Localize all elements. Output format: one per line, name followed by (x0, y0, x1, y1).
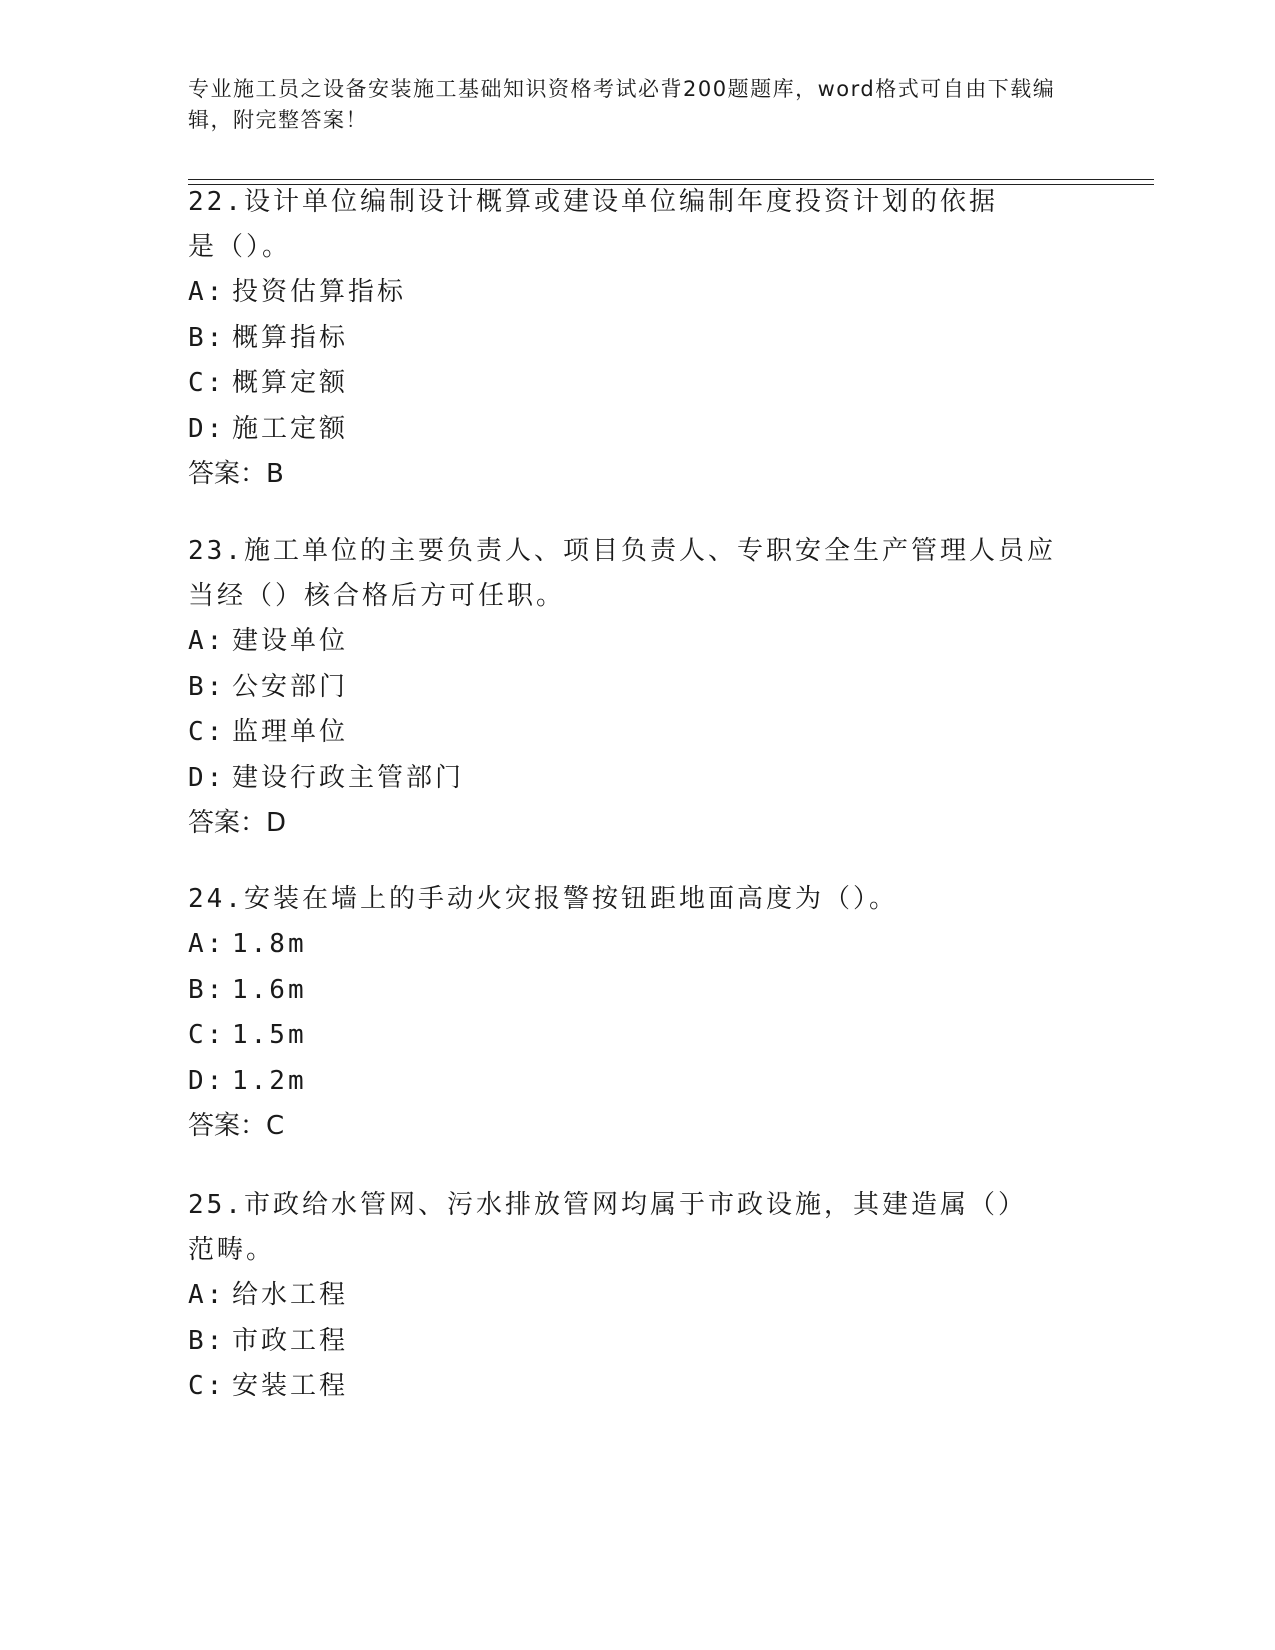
option-b (188, 968, 1088, 1014)
question-24 (188, 877, 1088, 1149)
option-text: 建设行政主管部门 (232, 762, 465, 793)
option-c (188, 710, 1088, 756)
option-text: 市政工程 (232, 1325, 349, 1356)
option-a (188, 922, 1088, 968)
option-a (188, 1273, 1088, 1319)
option-d (188, 1059, 1088, 1105)
option-text: 投资估算指标 (232, 277, 407, 307)
option-letter: B: (188, 322, 226, 353)
option-text: 1.8m (232, 929, 307, 959)
option-letter: C: (188, 1371, 226, 1401)
answer-line: 答案：C (188, 1111, 285, 1141)
option-c (188, 1013, 1088, 1059)
option-b (188, 1319, 1088, 1365)
option-letter: D: (188, 413, 226, 444)
document-header: 专业施工员之设备安装施工基础知识资格考试必背200题题库，word格式可自由下载编辑，附完整答案！ (188, 77, 1056, 132)
option-text: 概算定额 (232, 368, 349, 398)
option-text: 公安部门 (232, 671, 349, 702)
option-c (188, 1364, 1088, 1410)
answer-line: 答案：B (188, 459, 284, 489)
option-text: 安装工程 (232, 1371, 349, 1401)
option-text: 概算指标 (232, 322, 349, 353)
option-letter: C: (188, 717, 226, 747)
question-stem: 23.施工单位的主要负责人、项目负责人、专职安全生产管理人员应当经（）核合格后方可任职。 (188, 536, 1056, 611)
option-letter: B: (188, 1325, 226, 1356)
question-stem: 22.设计单位编制设计概算或建设单位编制年度投资计划的依据是（）。 (188, 187, 998, 262)
question-25 (188, 1183, 1088, 1410)
option-letter: D: (188, 1065, 226, 1096)
option-b (188, 316, 1088, 362)
option-text: 1.2m (232, 1065, 307, 1096)
option-text: 1.5m (232, 1020, 307, 1050)
option-letter: B: (188, 671, 226, 702)
option-text: 建设单位 (232, 626, 349, 656)
question-stem: 25.市政给水管网、污水排放管网均属于市政设施，其建造属（）范畴。 (188, 1190, 1027, 1265)
question-23 (188, 529, 1088, 846)
option-d (188, 756, 1088, 802)
option-letter: A: (188, 929, 226, 959)
question-22 (188, 180, 1088, 497)
option-letter: D: (188, 762, 226, 793)
option-letter: C: (188, 1020, 226, 1050)
option-text: 给水工程 (232, 1280, 349, 1310)
option-a (188, 270, 1088, 316)
option-letter: A: (188, 626, 226, 656)
option-d (188, 407, 1088, 453)
option-letter: C: (188, 368, 226, 398)
option-a (188, 619, 1088, 665)
option-text: 1.6m (232, 974, 307, 1005)
option-letter: A: (188, 277, 226, 307)
question-stem: 24.安装在墙上的手动火灾报警按钮距地面高度为（）。 (188, 884, 898, 914)
option-text: 监理单位 (232, 717, 349, 747)
option-letter: A: (188, 1280, 226, 1310)
option-text: 施工定额 (232, 413, 349, 444)
option-letter: B: (188, 974, 226, 1005)
option-c (188, 361, 1088, 407)
option-b (188, 665, 1088, 711)
answer-line: 答案：D (188, 808, 287, 838)
